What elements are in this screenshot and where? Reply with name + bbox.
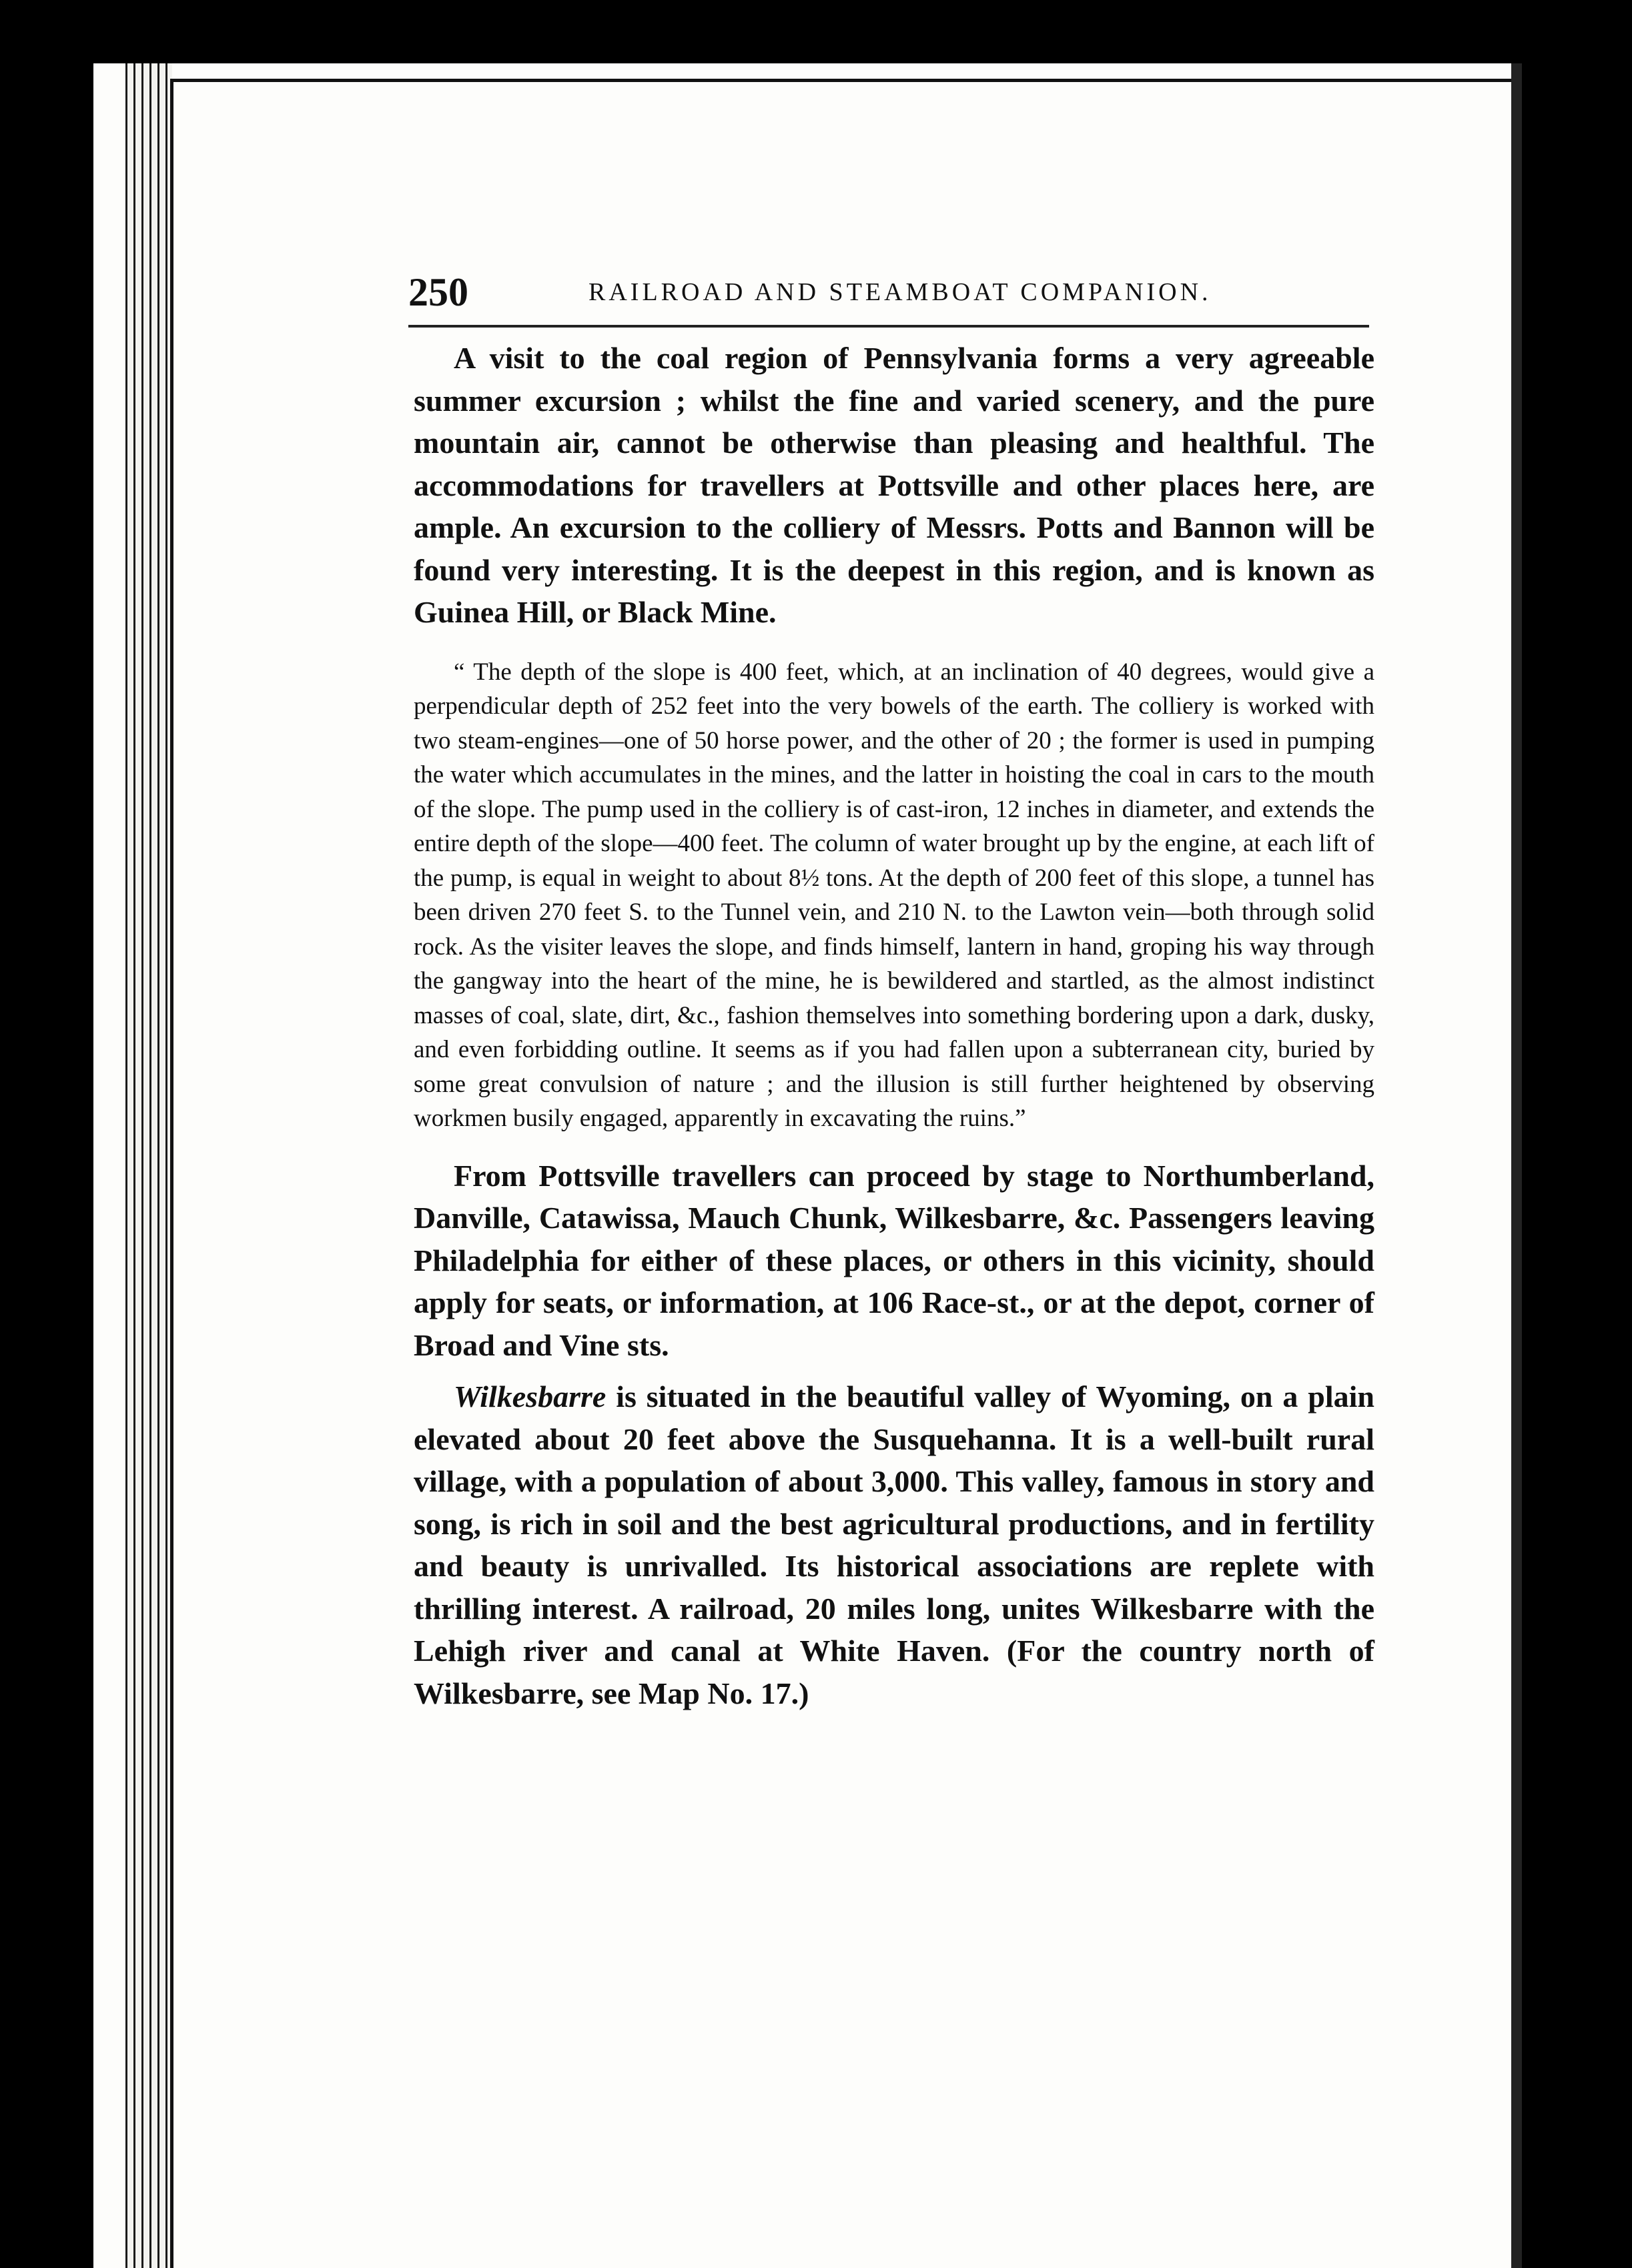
paragraph-pottsville: From Pottsville travellers can proceed by stage to Northumberland, Danville, Catawissa, Mauch Chunk, Wilkesbarre, &c. Passengers leaving Philadelphia for either of these places, or others in this vicinity, should apply for seats, or information, at 106 Race-st., or at the depot, corner of Broad and Vine sts. [414, 1158, 1374, 1362]
page-edge-right [1511, 63, 1522, 2268]
quotation-colliery: “ The depth of the slope is 400 feet, which, at an inclination of 40 degrees, would give a perpendicular depth of 252 feet into the very bowels of the earth. The colliery is worked with two steam-engines—one of 50 horse power, and the other of 20 ; the former is used in pumping the water which accumulates in the mines, and the latter in hoisting the coal in cars to the mouth of the slope. The pump used in the colliery is of cast-iron, 12 inches in diameter, and extends the entire depth of the slope—400 feet. The column of water brought up by the engine, at each lift of the pump, is equal in weight to about 8½ tons. At the depth of 200 feet of this slope, a tunnel has been driven 270 feet S. to the Tunnel vein, and 210 N. to the Lawton vein—both through solid rock. As the visiter leaves the slope, and finds himself, lantern in hand, groping his way through the gangway into the heart of the mine, he is bewildered and startled, as the almost indistinct masses of coal, slate, dirt, &c., fashion themselves into something bordering upon a dark, dusky, and even forbidding outline. It seems as if you had fallen upon a subterranean city, buried by some great convulsion of nature ; and the illusion is still further heightened by observing workmen busily engaged, apparently in excavating the ruins.” [414, 658, 1374, 1132]
paragraph-coal-region: A visit to the coal region of Pennsylvania forms a very agreeable summer excursion ; whilst the fine and varied scenery, and the pure mountain air, cannot be otherwise than pleasing and healthful. The accommodations for travellers at Pottsville and other places here, are ample. An excursion to the colliery of Messrs. Potts and Bannon will be found very interesting. It is the deepest in this region, and is known as Guinea Hill, or Black Mine. [414, 341, 1374, 629]
page-edge-stack [125, 63, 172, 2268]
page-number: 250 [408, 270, 468, 314]
page-border-top [170, 79, 1511, 82]
body-text [414, 337, 1374, 1714]
paragraph-wilkesbarre-text: is situated in the beautiful valley of Wyoming, on a plain elevated about 20 feet above the Susquehanna. It is a well-built rural village, with a population of about 3,000. This valley, famous in story and song, is rich in soil and the best agricultural productions, and in fertility and beauty is unrivalled. Its historical associations are replete with thrilling interest. A railroad, 20 miles long, unites Wilkesbarre with the Lehigh river and canal at White Haven. (For the country north of Wilkesbarre, see Map No. 17.) [414, 1379, 1374, 1710]
paragraph-wilkesbarre [414, 1375, 1374, 1714]
running-head: RAILROAD AND STEAMBOAT COMPANION. [588, 278, 1212, 306]
header-rule [408, 325, 1369, 328]
page-border-left [170, 79, 173, 2268]
place-name-wilkesbarre: Wilkesbarre [454, 1379, 606, 1413]
page-header [408, 265, 1369, 319]
paragraph-spacer [414, 1366, 1374, 1375]
